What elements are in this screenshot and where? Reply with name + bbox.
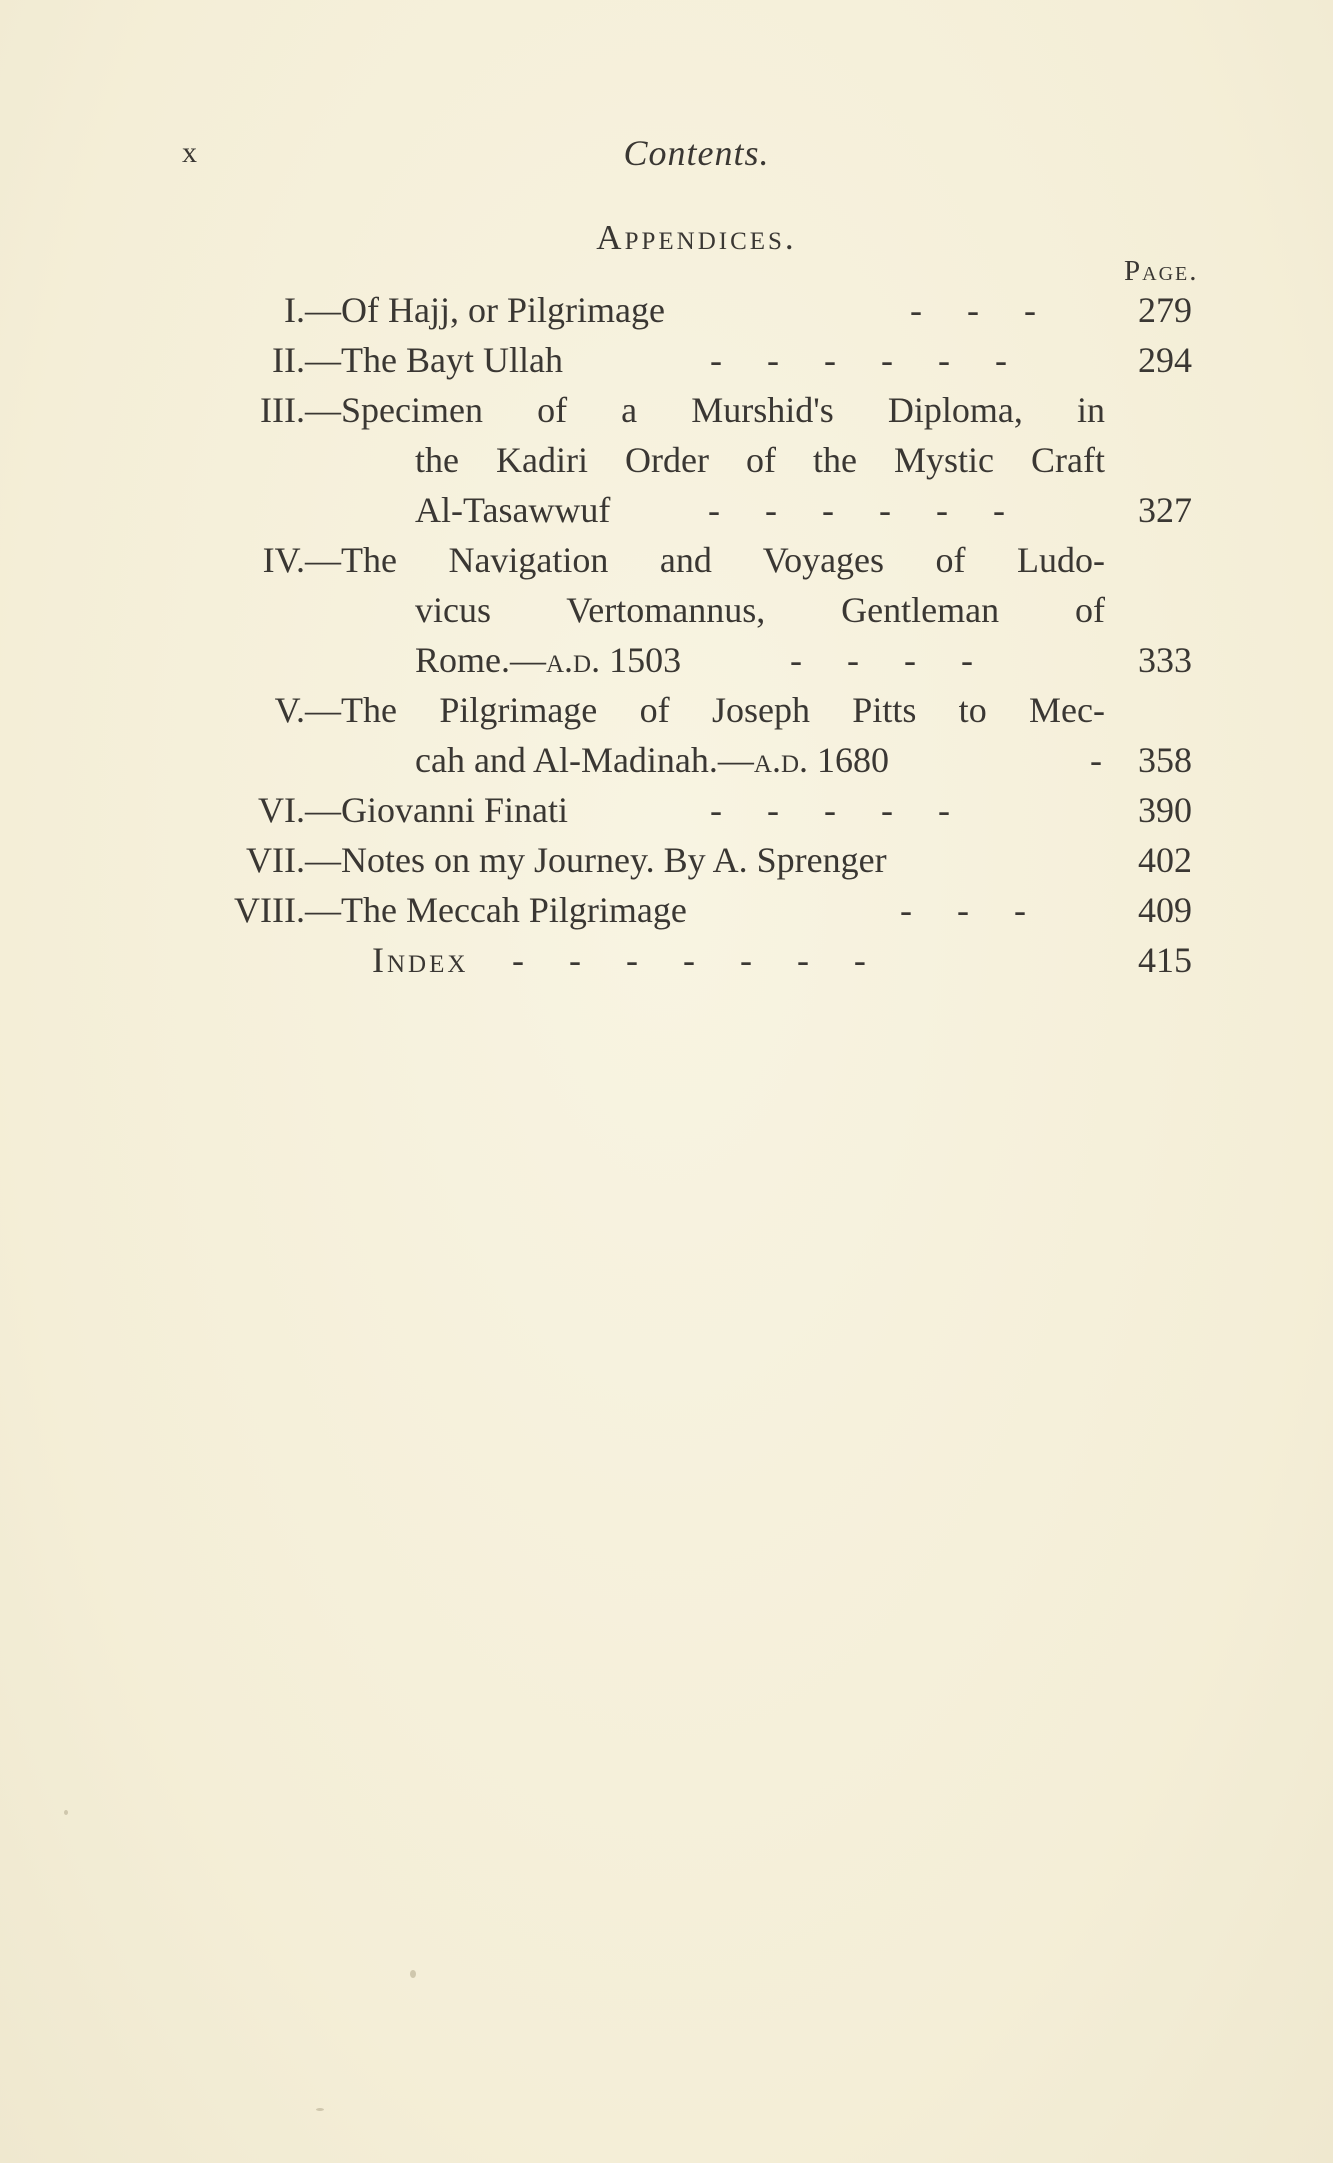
entry-title-line: cah and Al-Madinah.—a.d. 1680 — [415, 740, 890, 780]
leader-dots: - - - — [910, 290, 1036, 330]
entry-title-line: vicus Vertomannus, Gentleman of — [415, 590, 1105, 630]
entry-page: 415 — [1138, 940, 1192, 980]
running-head: Contents. — [623, 133, 770, 173]
entry-number: V. — [274, 690, 305, 730]
toc-entry-v — [0, 685, 1333, 785]
leader-dots: - - - — [900, 890, 1026, 930]
entry-number: VIII. — [234, 890, 305, 930]
page-folio: x — [182, 136, 198, 169]
entry-page: 327 — [1138, 490, 1192, 530]
section-title: Appendices. — [596, 218, 797, 257]
leader-dots: - - - - — [790, 640, 973, 680]
table-of-contents — [0, 285, 1333, 985]
page-column-heading: Page. — [1124, 255, 1199, 287]
entry-title: —Of Hajj, or Pilgrimage — [305, 290, 665, 330]
toc-entry-index — [0, 935, 1333, 985]
entry-number: IV. — [262, 540, 305, 580]
entry-title: —The Bayt Ullah — [305, 340, 563, 380]
entry-page: 279 — [1138, 290, 1192, 330]
entry-page: 390 — [1138, 790, 1192, 830]
entry-title-line: Rome.—a.d. 1503 — [415, 640, 682, 680]
index-label: Index — [372, 940, 469, 980]
toc-entry-viii — [0, 885, 1333, 935]
entry-number: VI. — [258, 790, 305, 830]
entry-title-line: —The Navigation and Voyages of Ludo- — [305, 540, 1105, 580]
leader-dots: - - - - - - — [708, 490, 1005, 530]
leader-dots: - - - - - - - — [512, 940, 866, 980]
toc-entry-vii — [0, 835, 1333, 885]
entry-page: 358 — [1138, 740, 1192, 780]
leader-dots: - — [1090, 740, 1102, 780]
entry-page: 409 — [1138, 890, 1192, 930]
entry-page: 333 — [1138, 640, 1192, 680]
entry-page: 402 — [1138, 840, 1192, 880]
leader-dots: - - - - - — [710, 790, 950, 830]
toc-entry-vi — [0, 785, 1333, 835]
paper-speck — [316, 2108, 324, 2111]
era-abbreviation: a.d. — [546, 640, 601, 680]
paper-speck — [64, 1810, 68, 1815]
entry-title: —The Meccah Pilgrimage — [305, 890, 687, 930]
entry-title: —Notes on my Journey. By A. Sprenger — [305, 840, 887, 880]
entry-title-line: the Kadiri Order of the Mystic Craft — [415, 440, 1105, 480]
entry-title-line: Al-Tasawwuf — [415, 490, 611, 530]
toc-entry-ii — [0, 335, 1333, 385]
toc-entry-iv — [0, 535, 1333, 685]
toc-entry-i — [0, 285, 1333, 335]
entry-title-line: —Specimen of a Murshid's Diploma, in — [305, 390, 1105, 430]
entry-number: VII. — [246, 840, 305, 880]
leader-dots: - - - - - - — [710, 340, 1007, 380]
toc-entry-iii — [0, 385, 1333, 535]
entry-number: III. — [260, 390, 305, 430]
era-abbreviation: a.d. — [753, 740, 809, 780]
entry-page: 294 — [1138, 340, 1192, 380]
entry-number: II. — [272, 340, 305, 380]
entry-title-line: —The Pilgrimage of Joseph Pitts to Mec- — [305, 690, 1105, 730]
paper-speck — [410, 1970, 416, 1978]
entry-title: —Giovanni Finati — [305, 790, 568, 830]
entry-number: I. — [284, 290, 305, 330]
